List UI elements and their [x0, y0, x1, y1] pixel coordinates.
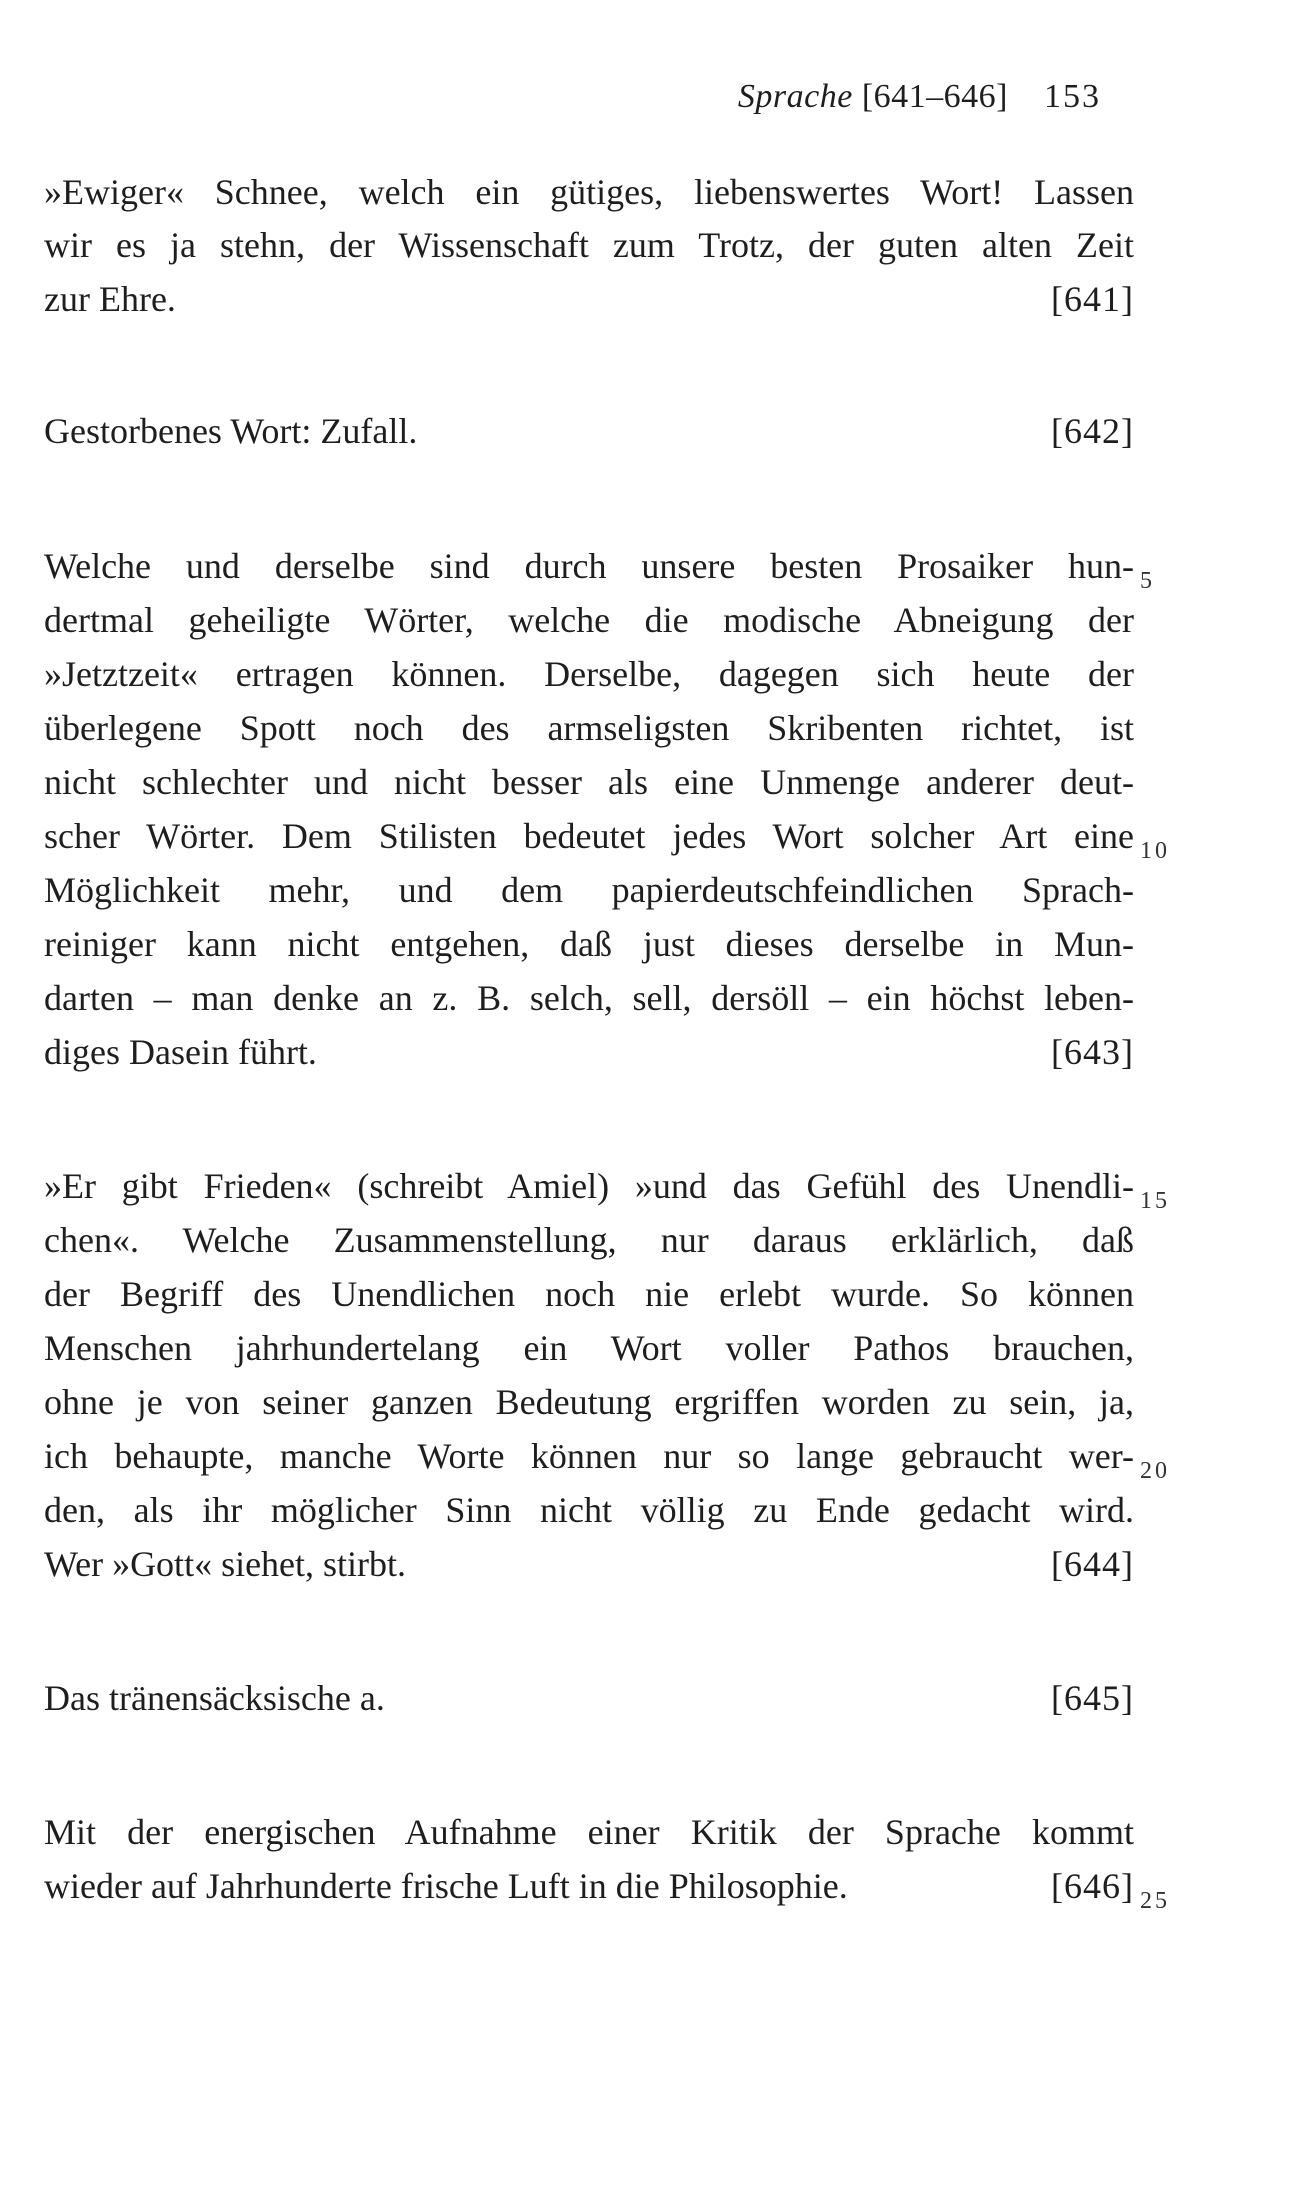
text-line: darten – man denke an z. B. selch, sell, dersöll – ein höchst leben- [44, 978, 1134, 1018]
text-line: Möglichkeit mehr, und dem papierdeutschfeindlichen Sprach- [44, 870, 1134, 910]
aphorism-number: [646] [1041, 1860, 1134, 1912]
text-line: Wer »Gott« siehet, stirbt. [644] [44, 1538, 1134, 1590]
running-title-word: Sprache [737, 78, 853, 115]
text-line: scher Wörter. Dem Stilisten bedeutet jedes Wort solcher Art eine [44, 816, 1134, 856]
text-line: überlegene Spott noch des armseligsten Skribenten richtet, ist [44, 708, 1134, 748]
text-line: zur Ehre. [641] [44, 273, 1134, 325]
text-line: wieder auf Jahrhunderte frische Luft in die Philosophie. [646] [44, 1860, 1134, 1912]
aphorism-number: [644] [1041, 1538, 1134, 1590]
text-line: Welche und derselbe sind durch unsere besten Prosaiker hun- [44, 546, 1134, 586]
page-header [0, 78, 1294, 128]
running-title [738, 78, 1008, 116]
text-line: reiniger kann nicht entgehen, daß just dieses derselbe in Mun- [44, 924, 1134, 964]
text-line: diges Dasein führt. [643] [44, 1026, 1134, 1078]
running-title-range: [641–646] [861, 78, 1008, 115]
text-line: Das tränensäcksische a. [645] [44, 1672, 1134, 1724]
aphorism-number: [641] [1041, 273, 1134, 325]
aphorism-number: [643] [1041, 1026, 1134, 1078]
text-line: Gestorbenes Wort: Zufall. [642] [44, 405, 1134, 457]
text-line: Mit der energischen Aufnahme einer Kritik der Sprache kommt [44, 1812, 1134, 1852]
text-line: ich behaupte, manche Worte können nur so lange gebraucht wer- [44, 1436, 1134, 1476]
text-line: dertmal geheiligte Wörter, welche die modische Abneigung der [44, 600, 1134, 640]
page-number: 153 [1044, 78, 1101, 115]
text-line: »Jetztzeit« ertragen können. Derselbe, dagegen sich heute der [44, 654, 1134, 694]
text-line: »Ewiger« Schnee, welch ein gütiges, liebenswertes Wort! Lassen [44, 172, 1134, 212]
text-line: nicht schlechter und nicht besser als eine Unmenge anderer deut- [44, 762, 1134, 802]
text-line: den, als ihr möglicher Sinn nicht völlig zu Ende gedacht wird. [44, 1490, 1134, 1530]
text-line: Menschen jahrhundertelang ein Wort voller Pathos brauchen, [44, 1328, 1134, 1368]
margin-line-number: 5 [1140, 568, 1155, 594]
margin-line-number: 20 [1140, 1458, 1170, 1484]
text-line: ohne je von seiner ganzen Bedeutung ergriffen worden zu sein, ja, [44, 1382, 1134, 1422]
text-line: wir es ja stehn, der Wissenschaft zum Trotz, der guten alten Zeit [44, 225, 1134, 265]
margin-line-number: 25 [1140, 1888, 1170, 1914]
aphorism-number: [642] [1041, 405, 1134, 457]
text-line: chen«. Welche Zusammenstellung, nur daraus erklärlich, daß [44, 1220, 1134, 1260]
text-line: der Begriff des Unendlichen noch nie erlebt wurde. So können [44, 1274, 1134, 1314]
margin-line-number: 15 [1140, 1188, 1170, 1214]
aphorism-number: [645] [1041, 1672, 1134, 1724]
text-line: »Er gibt Frieden« (schreibt Amiel) »und das Gefühl des Unendli- [44, 1166, 1134, 1206]
margin-line-number: 10 [1140, 838, 1170, 864]
